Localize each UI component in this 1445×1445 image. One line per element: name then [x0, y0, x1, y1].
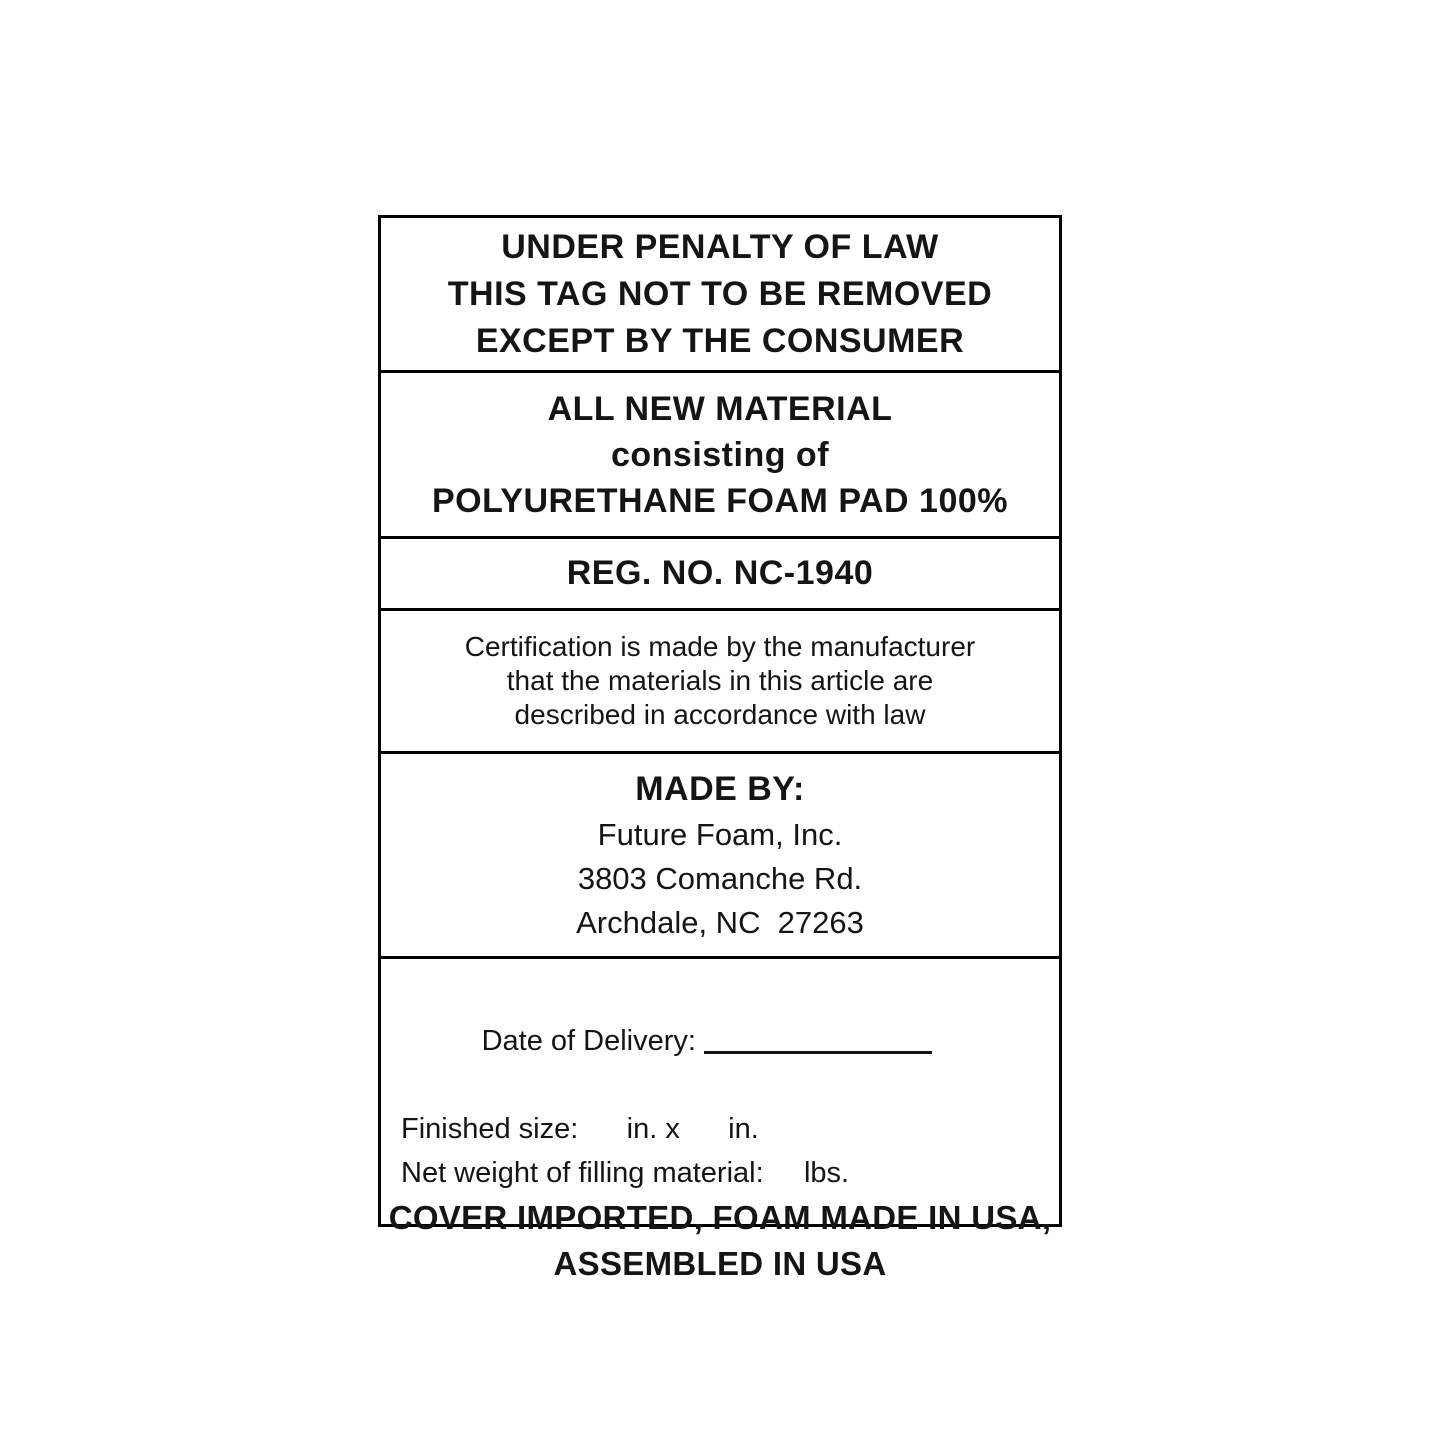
date-of-delivery-line [401, 975, 1049, 1107]
penalty-line-1: UNDER PENALTY OF LAW [501, 227, 939, 266]
penalty-line-3: EXCEPT BY THE CONSUMER [475, 321, 965, 360]
registration-number: REG. NO. NC-1940 [566, 554, 874, 592]
penalty-line-2: THIS TAG NOT TO BE REMOVED [447, 274, 993, 313]
certification-line-2: that the materials in this article are [506, 665, 934, 696]
material-line-1: ALL NEW MATERIAL [547, 389, 893, 428]
certification-section [381, 608, 1059, 751]
delivery-details-section [381, 956, 1059, 1282]
registration-section [381, 536, 1059, 608]
origin-statement [381, 1195, 1059, 1297]
origin-line-2: ASSEMBLED IN USA [553, 1245, 887, 1282]
material-line-3: POLYURETHANE FOAM PAD 100% [432, 481, 1008, 520]
origin-line-1: COVER IMPORTED, FOAM MADE IN USA, [388, 1199, 1052, 1236]
date-of-delivery-label: Date of Delivery: [481, 1025, 696, 1057]
material-line-2: consisting of [610, 435, 830, 474]
certification-line-3: described in accordance with law [514, 699, 926, 730]
finished-size-line: Finished size: in. x in. [401, 1113, 759, 1145]
date-blank-line [704, 1051, 932, 1054]
delivery-fields [381, 959, 1059, 1195]
made-by-section [381, 751, 1059, 956]
made-by-heading: MADE BY: [635, 770, 805, 808]
law-label-tag [378, 215, 1062, 1282]
manufacturer-street: 3803 Comanche Rd. [577, 861, 863, 896]
manufacturer-name: Future Foam, Inc. [597, 817, 843, 852]
penalty-section [381, 218, 1059, 370]
manufacturer-city-state-zip: Archdale, NC 27263 [576, 905, 864, 940]
net-weight-line: Net weight of filling material: lbs. [401, 1157, 850, 1189]
material-section [381, 370, 1059, 536]
certification-line-1: Certification is made by the manufacturer [464, 631, 976, 662]
